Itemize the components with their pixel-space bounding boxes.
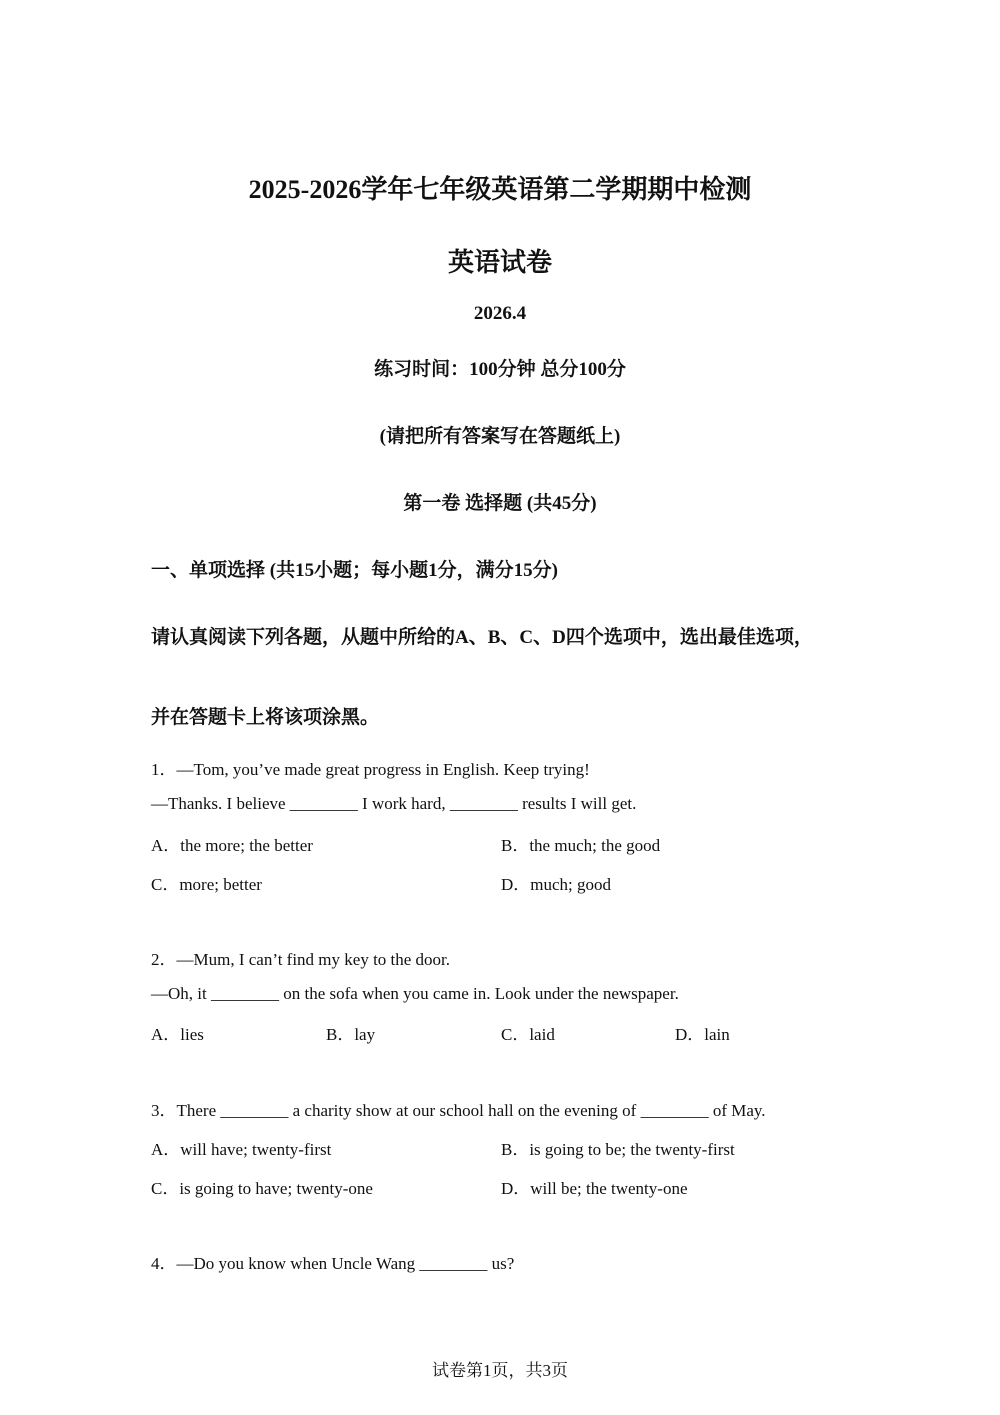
- option-c[interactable]: C．laid: [501, 1025, 555, 1044]
- option-a[interactable]: A．will have; twenty-first: [151, 1140, 332, 1159]
- option-d[interactable]: D．much; good: [501, 875, 612, 894]
- option-c[interactable]: C．more; better: [151, 875, 262, 894]
- answer-note: (请把所有答案写在答题纸上): [379, 426, 621, 447]
- time-info: 练习时间：100分钟 总分100分: [374, 359, 626, 380]
- option-d[interactable]: D．will be; the twenty-one: [501, 1179, 688, 1198]
- exam-title: 2025-2026学年七年级英语第二学期期中检测: [248, 175, 752, 204]
- option-a[interactable]: A．the more; the better: [151, 836, 313, 855]
- exam-subtitle: 英语试卷: [447, 248, 552, 277]
- question-stem: 3．There ________ a charity show at our school hall on the evening of ________ of May.: [151, 1101, 766, 1120]
- section-instruction-line1: 请认真阅读下列各题，从题中所给的A、B、C、D四个选项中，选出最佳选项，: [151, 627, 813, 648]
- question-stem: 1．—Tom, you’ve made great progress in English. Keep trying!: [151, 760, 590, 779]
- page-footer: 试卷第1页，共3页: [432, 1361, 568, 1380]
- option-b[interactable]: B．lay: [326, 1025, 376, 1044]
- question-stem: —Thanks. I believe ________ I work hard, ________ results I will get.: [151, 794, 637, 813]
- question-stem: 2．—Mum, I can’t find my key to the door.: [151, 950, 451, 969]
- section-heading: 一、单项选择 (共15小题；每小题1分，满分15分): [151, 560, 558, 581]
- option-b[interactable]: B．the much; the good: [501, 836, 661, 855]
- option-a[interactable]: A．lies: [151, 1025, 204, 1044]
- question-stem: 4．—Do you know when Uncle Wang ________ us?: [151, 1254, 515, 1273]
- exam-date: 2026.4: [473, 303, 527, 324]
- volume-heading: 第一卷 选择题 (共45分): [403, 493, 597, 514]
- section-instruction-line2: 并在答题卡上将该项涂黑。: [151, 707, 380, 728]
- option-b[interactable]: B．is going to be; the twenty-first: [501, 1140, 735, 1159]
- question-stem: —Oh, it ________ on the sofa when you came in. Look under the newspaper.: [151, 984, 679, 1003]
- option-d[interactable]: D．lain: [675, 1025, 730, 1044]
- option-c[interactable]: C．is going to have; twenty-one: [151, 1179, 373, 1198]
